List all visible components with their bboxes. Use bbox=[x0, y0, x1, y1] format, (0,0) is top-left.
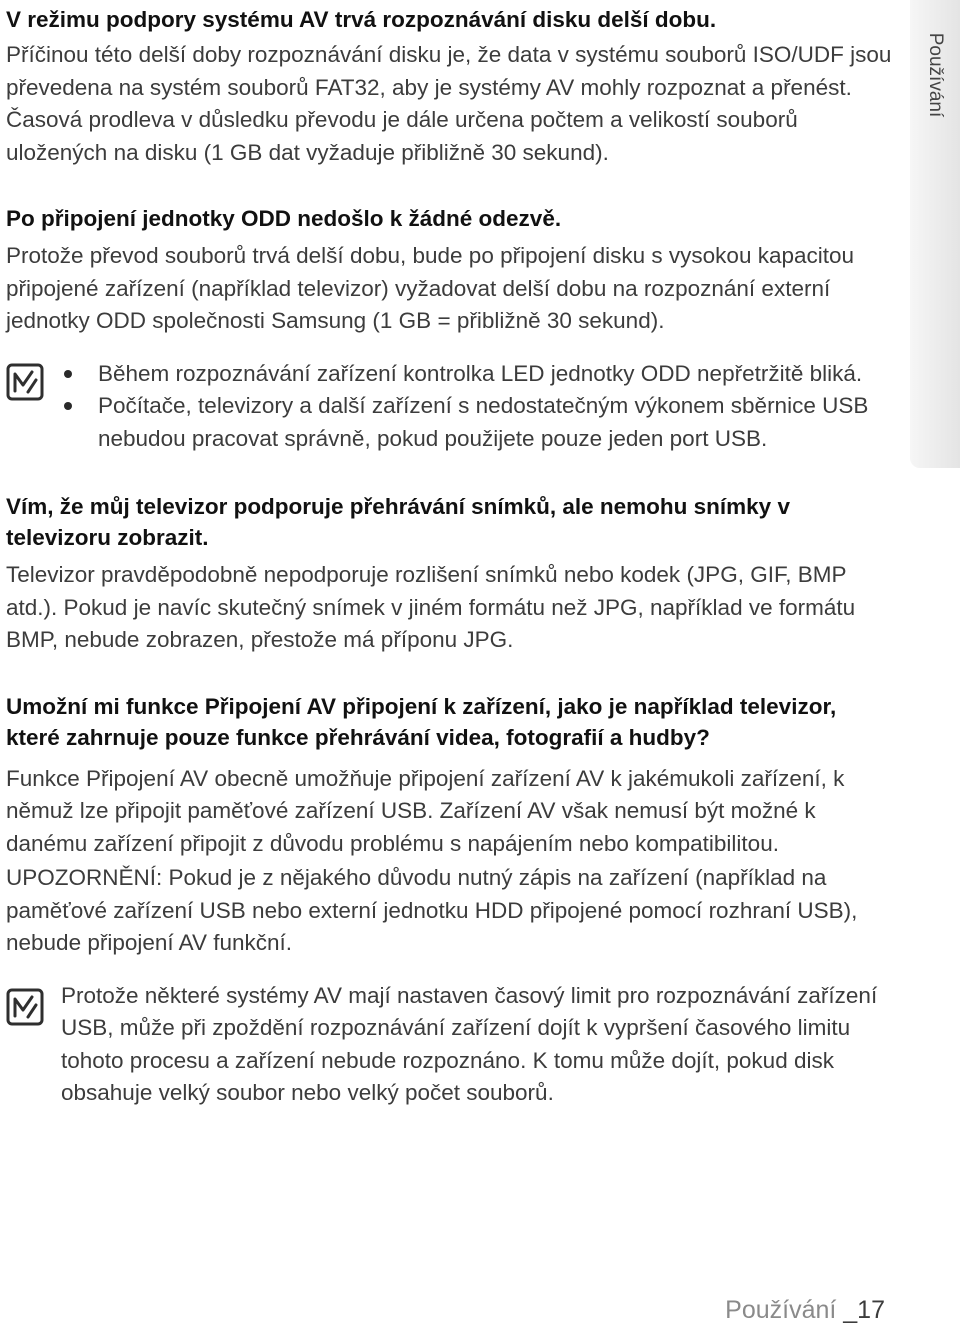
faq-answer-paragraph: Protože převod souborů trvá delší dobu, bude po připojení disku s vysokou kapacitou připojené zařízení (například televizor) vyžadovat delší dobu na rozpoznání externí jednotky ODD společnosti Samsung (1 GB = přibližně 30 sekund). bbox=[6, 243, 855, 333]
faq-section-av-connect bbox=[6, 691, 896, 1110]
footer-section-label: Používání bbox=[725, 1296, 844, 1324]
faq-answer-paragraph: Časová prodleva v důsledku převodu je dále určena počtem a velikostí souborů uložených na disku (1 GB dat vyžaduje přibližně 30 sekund). bbox=[6, 107, 798, 165]
faq-section-odd-no-response bbox=[6, 203, 896, 455]
faq-answer-paragraph: Příčinou této delší doby rozpoznávání disku je, že data v systému souborů ISO/UDF jsou převedena na systém souborů FAT32, aby je systémy AV mohly rozpoznat a přenést. bbox=[6, 42, 892, 100]
faq-question: V režimu podpory systému AV trvá rozpoznávání disku delší dobu. bbox=[6, 7, 717, 32]
faq-answer-paragraph: UPOZORNĚNÍ: Pokud je z nějakého důvodu nutný zápis na zařízení (například na paměťové zařízení USB nebo externí jednotku HDD připojené pomocí rozhraní USB), nebude připojení AV funkční. bbox=[6, 865, 858, 955]
faq-answer-paragraph: Televizor pravděpodobně nepodporuje rozlišení snímků nebo kodek (JPG, GIF, BMP atd.). Pokud je navíc skutečný snímek v jiném formátu než JPG, například ve formátu BMP, nebude zobrazen, přestože má příponu JPG. bbox=[6, 562, 856, 652]
footer-page-number: _17 bbox=[843, 1296, 885, 1324]
faq-question: Umožní mi funkce Připojení AV připojení k zařízení, jako je například televizor, které zahrnuje pouze funkce přehrávání videa, fotografií a hudby? bbox=[6, 693, 837, 750]
note-bullet-item bbox=[61, 390, 896, 455]
faq-answer-paragraph: Funkce Připojení AV obecně umožňuje připojení zařízení AV k jakémukoli zařízení, k němuž lze připojit paměťové zařízení USB. Zařízení AV však nemusí být možné k danému zařízení připojit z důvodu problému s napájením nebo kompatibilitou. bbox=[6, 765, 845, 856]
note-bullet-text: Počítače, televizory a další zařízení s nedostatečným výkonem sběrnice USB nebudou pracovat správně, pokud použijete pouze jeden port USB. bbox=[98, 393, 869, 451]
note-box bbox=[6, 358, 896, 456]
note-bullet-item bbox=[61, 358, 896, 391]
note-bullet-list bbox=[61, 358, 896, 456]
note-bullet-text: Během rozpoznávání zařízení kontrolka LED jednotky ODD nepřetržitě bliká. bbox=[98, 360, 863, 386]
bullet-icon bbox=[64, 370, 72, 378]
note-icon bbox=[6, 363, 44, 401]
faq-section-av-recognition bbox=[6, 4, 896, 169]
note-text: Protože některé systémy AV mají nastaven časový limit pro rozpoznávání zařízení USB, může při zpoždění rozpoznávání zařízení dojít k vypršení časového limitu tohoto procesu a zařízení nebude rozpoznáno. K tomu může dojít, pokud disk obsahuje velký soubor nebo velký počet souborů. bbox=[61, 982, 878, 1105]
note-box bbox=[6, 980, 896, 1110]
note-icon bbox=[6, 988, 44, 1026]
page-footer bbox=[725, 1296, 885, 1325]
faq-section-tv-photos bbox=[6, 491, 896, 657]
faq-question: Vím, že můj televizor podporuje přehrávání snímků, ale nemohu snímky v televizoru zobrazit. bbox=[6, 494, 790, 550]
page-content bbox=[6, 0, 896, 1110]
bullet-icon bbox=[64, 402, 72, 410]
side-tab-label: Používání bbox=[925, 32, 946, 118]
faq-question: Po připojení jednotky ODD nedošlo k žádné odezvě. bbox=[6, 206, 562, 231]
